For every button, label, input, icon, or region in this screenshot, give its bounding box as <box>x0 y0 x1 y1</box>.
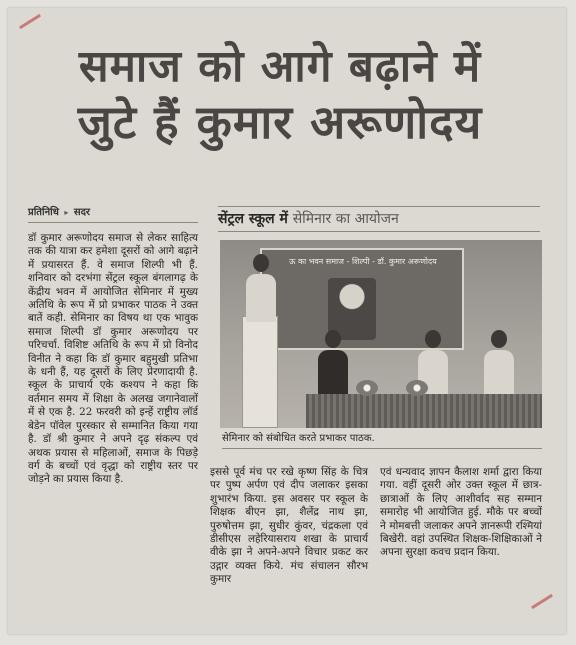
photo-title-part-1: सेंट्रल स्कूल में <box>218 211 288 227</box>
photo-title-part-2: सेमिनार का आयोजन <box>292 211 399 227</box>
byline-divider <box>28 222 198 223</box>
speaker-figure <box>244 254 278 324</box>
podium <box>242 316 278 428</box>
article-column-2: इससे पूर्व मंच पर रखे कृष्ण सिंह के चित्र पर पुष्प अर्पण एवं दीप जलाकर इसका शुभारंभ किया. इस अवसर पर स्कूल के शिक्षक बीएन झा, शैलेंद्र नाथ झा, पुरुषोत्तम झा, सुधीर कुंवर, चंद्रकला एवं डीसीएस लहेरियासराय शखा के प्राचार्य वीके झा ने अपने-अपने विचार प्रकट कर उद्गार व्यक्त किये. मंच संचालन सौरभ कुमार <box>210 466 368 586</box>
article-column-3: एवं धन्यवाद ज्ञापन कैलाश शर्मा द्वारा किया गया. वहीं दूसरी ओर उक्त स्कूल में छात्र-छात्राओं के लिए आशीर्वाद सह सम्मान समारोह भी आयोजित हुई. मौके पर बच्चों ने मोमबत्ती जलाकर अपने ज्ञानरूपी रश्मियां बिखेरी. वहां उपस्थित शिक्षक-शिक्षिकाओं ने अपना सुरक्षा कवच प्रदान किया. <box>380 466 542 559</box>
headline-line-2: जुटे हैं कुमार अरूणोदय <box>77 95 483 150</box>
headline <box>20 41 540 150</box>
byline <box>28 204 90 218</box>
headline-line-1: समाज को आगे बढ़ाने में <box>78 41 482 92</box>
triangle-right-icon: ▸ <box>64 208 69 217</box>
seated-guest-figure <box>482 330 516 400</box>
banner-text: ऊ का भवन समाज - शिल्पी - डॉ. कुमार अरूणोदय <box>289 257 437 266</box>
flower-bouquet <box>356 380 378 396</box>
article-column-1: डॉ कुमार अरूणोदय समाज से लेकर साहित्य तक की यात्रा कर हमेशा दूसरों को आगे बढ़ाने में प्रयासरत हैं. वे समाज शिल्पी भी हैं. शनिवार को दरभंगा सेंट्रल स्कूल बंगलागढ़ के केंद्रीय भवन में आयोजित सेमिनार में मुख्य अतिथि के रूप में प्रो प्रभाकर पाठक ने उक्त बातें कही. सेमिनार का विषय था एक भावुक समाज शिल्पी डॉ कुमार अरूणोदय पर परिचर्चा. विशिष्ट अतिथि के रूप में प्रो विनोद विनीत ने कहा कि डॉ कुमार बहुमुखी प्रतिभा के धनी हैं, यह दूसरों के लिए प्रेरणादायी है. स्कूल के प्राचार्य एके कश्यप ने कहा कि वर्तमान समय में शिक्षा के अलख जगानेवालों में से एक है. 22 फरवरी को इन्हें राष्ट्रीय लॉर्ड बेडेन पॉवेल पुरस्कार से सम्मानित किया गया है. डॉ श्री कुमार ने अपने दृढ़ संकल्प एवं अथक प्रयास से महिलाओं, समाज के पिछड़े वर्ग के बच्चों एवं वृद्धा को राष्ट्रीय स्तर पर जोड़ने का प्रयास किया है. <box>28 232 198 486</box>
photo-caption: सेमिनार को संबोधित करते प्रभाकर पाठक. <box>222 430 542 449</box>
seated-guest-figure <box>316 330 350 400</box>
flower-bouquet <box>406 380 428 396</box>
stage-table <box>306 394 542 428</box>
seminar-photo <box>220 240 542 428</box>
byline-location: सदर <box>73 207 91 218</box>
photo-title <box>218 206 540 232</box>
byline-reporter: प्रतिनिधि <box>28 207 59 218</box>
